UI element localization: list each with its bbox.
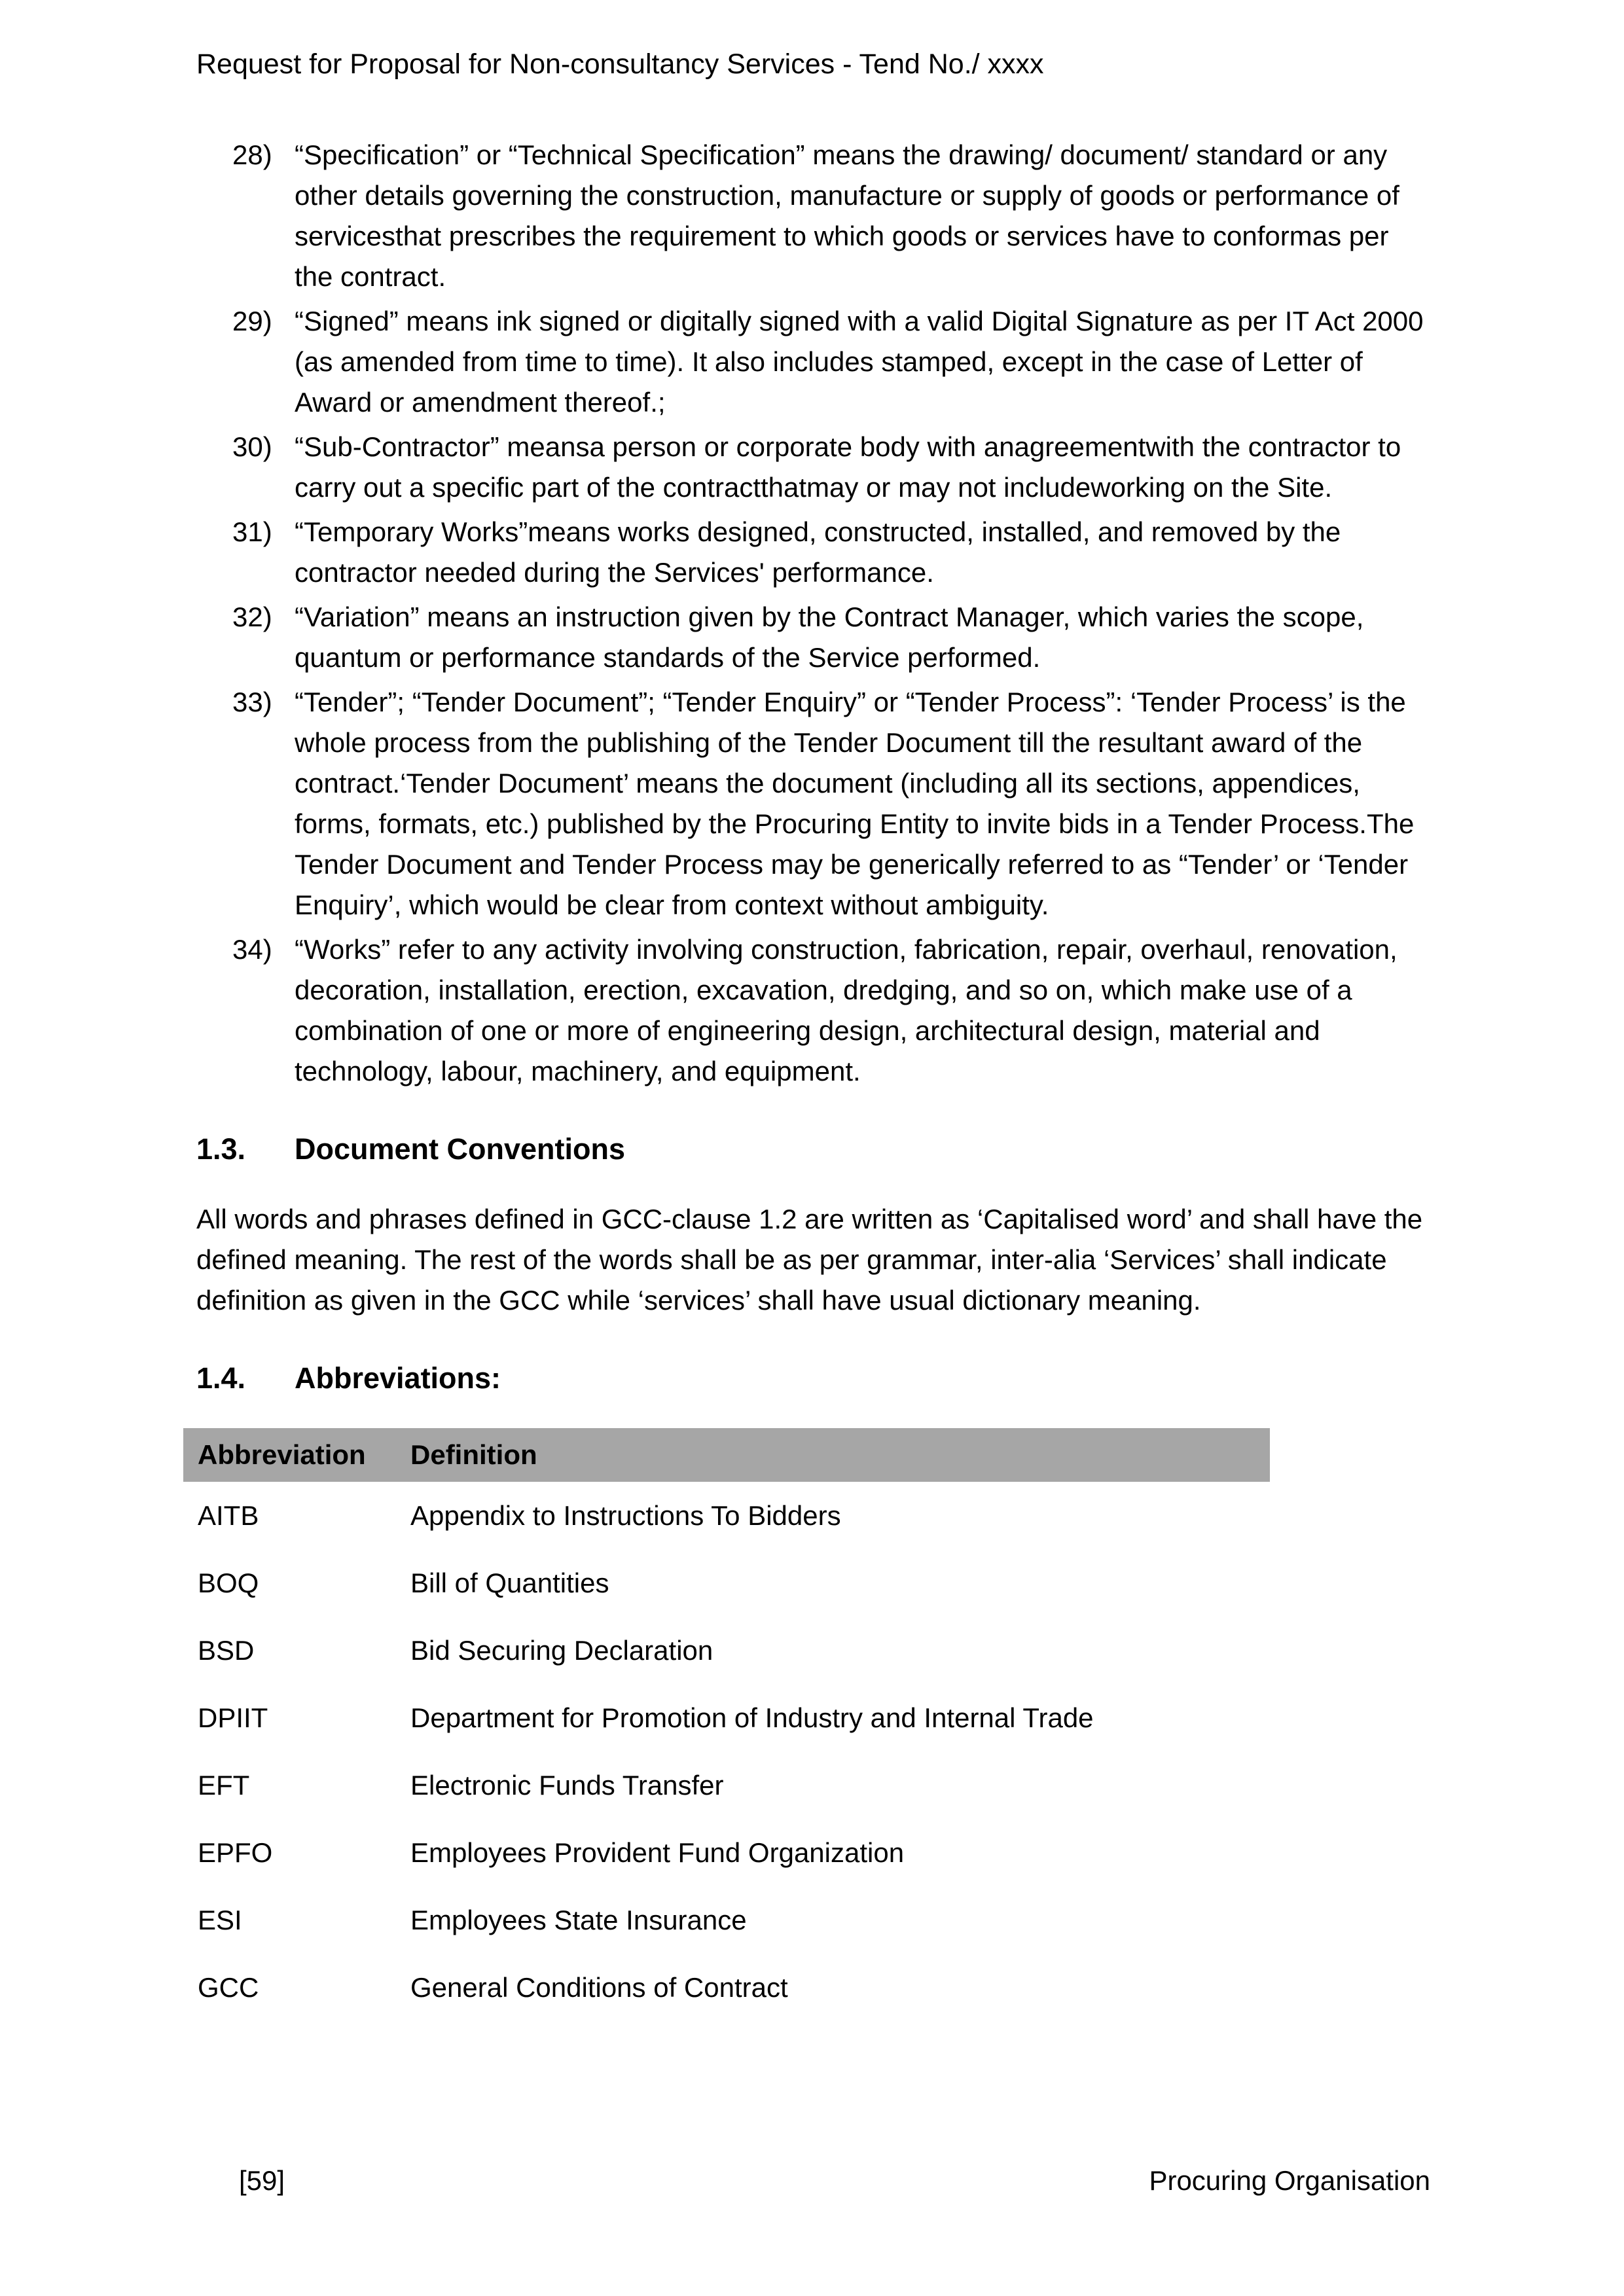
section-heading-1-3 xyxy=(196,1131,1430,1168)
list-item xyxy=(232,682,1430,925)
abbreviation-cell: AITB xyxy=(198,1499,259,1531)
section-number: 1.3. xyxy=(196,1132,246,1166)
table-row xyxy=(183,1684,1270,1751)
section-1-3-paragraph: All words and phrases defined in GCC-clause 1.2 are written as ‘Capitalised word’ and shall have the defined meaning. The rest of the words shall be as per grammar, inter-alia ‘Services’ shall indicate definition as given in the GCC while ‘services’ shall have usual dictionary meaning. xyxy=(196,1204,1423,1316)
section-number: 1.4. xyxy=(196,1361,246,1395)
definition-cell: Bid Securing Declaration xyxy=(410,1634,713,1666)
abbreviation-cell: EPFO xyxy=(198,1837,273,1868)
list-item xyxy=(232,301,1430,423)
definition-cell: General Conditions of Contract xyxy=(410,1971,788,2003)
list-item-text: “Tender”; “Tender Document”; “Tender Enquiry” or “Tender Process”: ‘Tender Process’ is the whole process from the publishing of the Tender Document till the resultant award of the contract.‘Tender Document’ means the document (including all its sections, appendices, forms, formats, etc.) published by the Procuring Entity to invite bids in a Tender Process.The Tender Document and Tender Process may be generically referred to as “Tender’ or ‘Tender Enquiry’, which would be clear from context without ambiguity. xyxy=(295,687,1415,920)
list-item xyxy=(232,512,1430,593)
section-title: Abbreviations: xyxy=(295,1361,501,1395)
definition-cell: Appendix to Instructions To Bidders xyxy=(410,1499,841,1531)
list-item-number: 31) xyxy=(232,516,272,547)
abbreviation-cell: EFT xyxy=(198,1769,250,1801)
definition-cell: Bill of Quantities xyxy=(410,1567,609,1598)
table-row xyxy=(183,1819,1270,1886)
abbreviation-cell: DPIIT xyxy=(198,1702,268,1733)
column-header-abbreviation: Abbreviation xyxy=(198,1439,366,1470)
list-item xyxy=(232,597,1430,678)
table-header-row xyxy=(183,1428,1270,1482)
table-row xyxy=(183,1482,1270,1549)
abbreviation-cell: BSD xyxy=(198,1634,255,1666)
definition-cell: Employees Provident Fund Organization xyxy=(410,1837,905,1868)
list-item-text: “Works” refer to any activity involving construction, fabrication, repair, overhaul, renovation, decoration, installation, erection, excavation, dredging, and so on, which make use of a combination of one or more of engineering design, architectural design, material and technology, labour, machinery, and equipment. xyxy=(295,934,1398,1086)
list-item-text: “Variation” means an instruction given by the Contract Manager, which varies the scope, quantum or performance standards of the Service performed. xyxy=(295,601,1364,673)
abbreviation-cell: ESI xyxy=(198,1904,242,1935)
table-row xyxy=(183,1617,1270,1684)
definition-cell: Employees State Insurance xyxy=(410,1904,747,1935)
table-row xyxy=(183,1954,1270,2021)
list-item-number: 33) xyxy=(232,687,272,717)
page-footer xyxy=(196,2165,1430,2197)
list-item-text: “Specification” or “Technical Specification” means the drawing/ document/ standard or any other details governing the construction, manufacture or supply of goods or performance of servicesthat prescribes the requirement to which goods or services have to conformas per the contract. xyxy=(295,139,1399,292)
column-header-definition: Definition xyxy=(410,1439,537,1470)
list-item-number: 29) xyxy=(232,306,272,336)
definition-cell: Electronic Funds Transfer xyxy=(410,1769,724,1801)
list-item-text: “Temporary Works”means works designed, constructed, installed, and removed by the contractor needed during the Services' performance. xyxy=(295,516,1341,588)
list-item-number: 30) xyxy=(232,431,272,462)
footer-organisation: Procuring Organisation xyxy=(1149,2165,1430,2196)
table-row xyxy=(183,1886,1270,1954)
list-item xyxy=(232,929,1430,1092)
list-item-number: 28) xyxy=(232,139,272,170)
section-heading-1-4 xyxy=(196,1360,1430,1397)
definitions-list xyxy=(196,135,1430,1092)
list-item-text: “Signed” means ink signed or digitally signed with a valid Digital Signature as per IT Act 2000 (as amended from time to time). It also includes stamped, except in the case of Letter of Award or amendment thereof.; xyxy=(295,306,1424,418)
list-item xyxy=(232,427,1430,508)
list-item-number: 34) xyxy=(232,934,272,965)
abbreviations-table xyxy=(183,1428,1270,2021)
page-number: [59] xyxy=(239,2165,285,2196)
abbreviation-cell: GCC xyxy=(198,1971,259,2003)
section-title: Document Conventions xyxy=(295,1132,626,1166)
list-item xyxy=(232,135,1430,297)
list-item-text: “Sub-Contractor” meansa person or corporate body with anagreementwith the contractor to carry out a specific part of the contractthatmay or may not includeworking on the Site. xyxy=(295,431,1401,503)
definition-cell: Department for Promotion of Industry and Internal Trade xyxy=(410,1702,1094,1733)
abbreviation-cell: BOQ xyxy=(198,1567,259,1598)
table-row xyxy=(183,1549,1270,1617)
list-item-number: 32) xyxy=(232,601,272,632)
page-header-title: Request for Proposal for Non-consultancy Services - Tend No./ xxxx xyxy=(196,48,1044,80)
table-row xyxy=(183,1751,1270,1819)
